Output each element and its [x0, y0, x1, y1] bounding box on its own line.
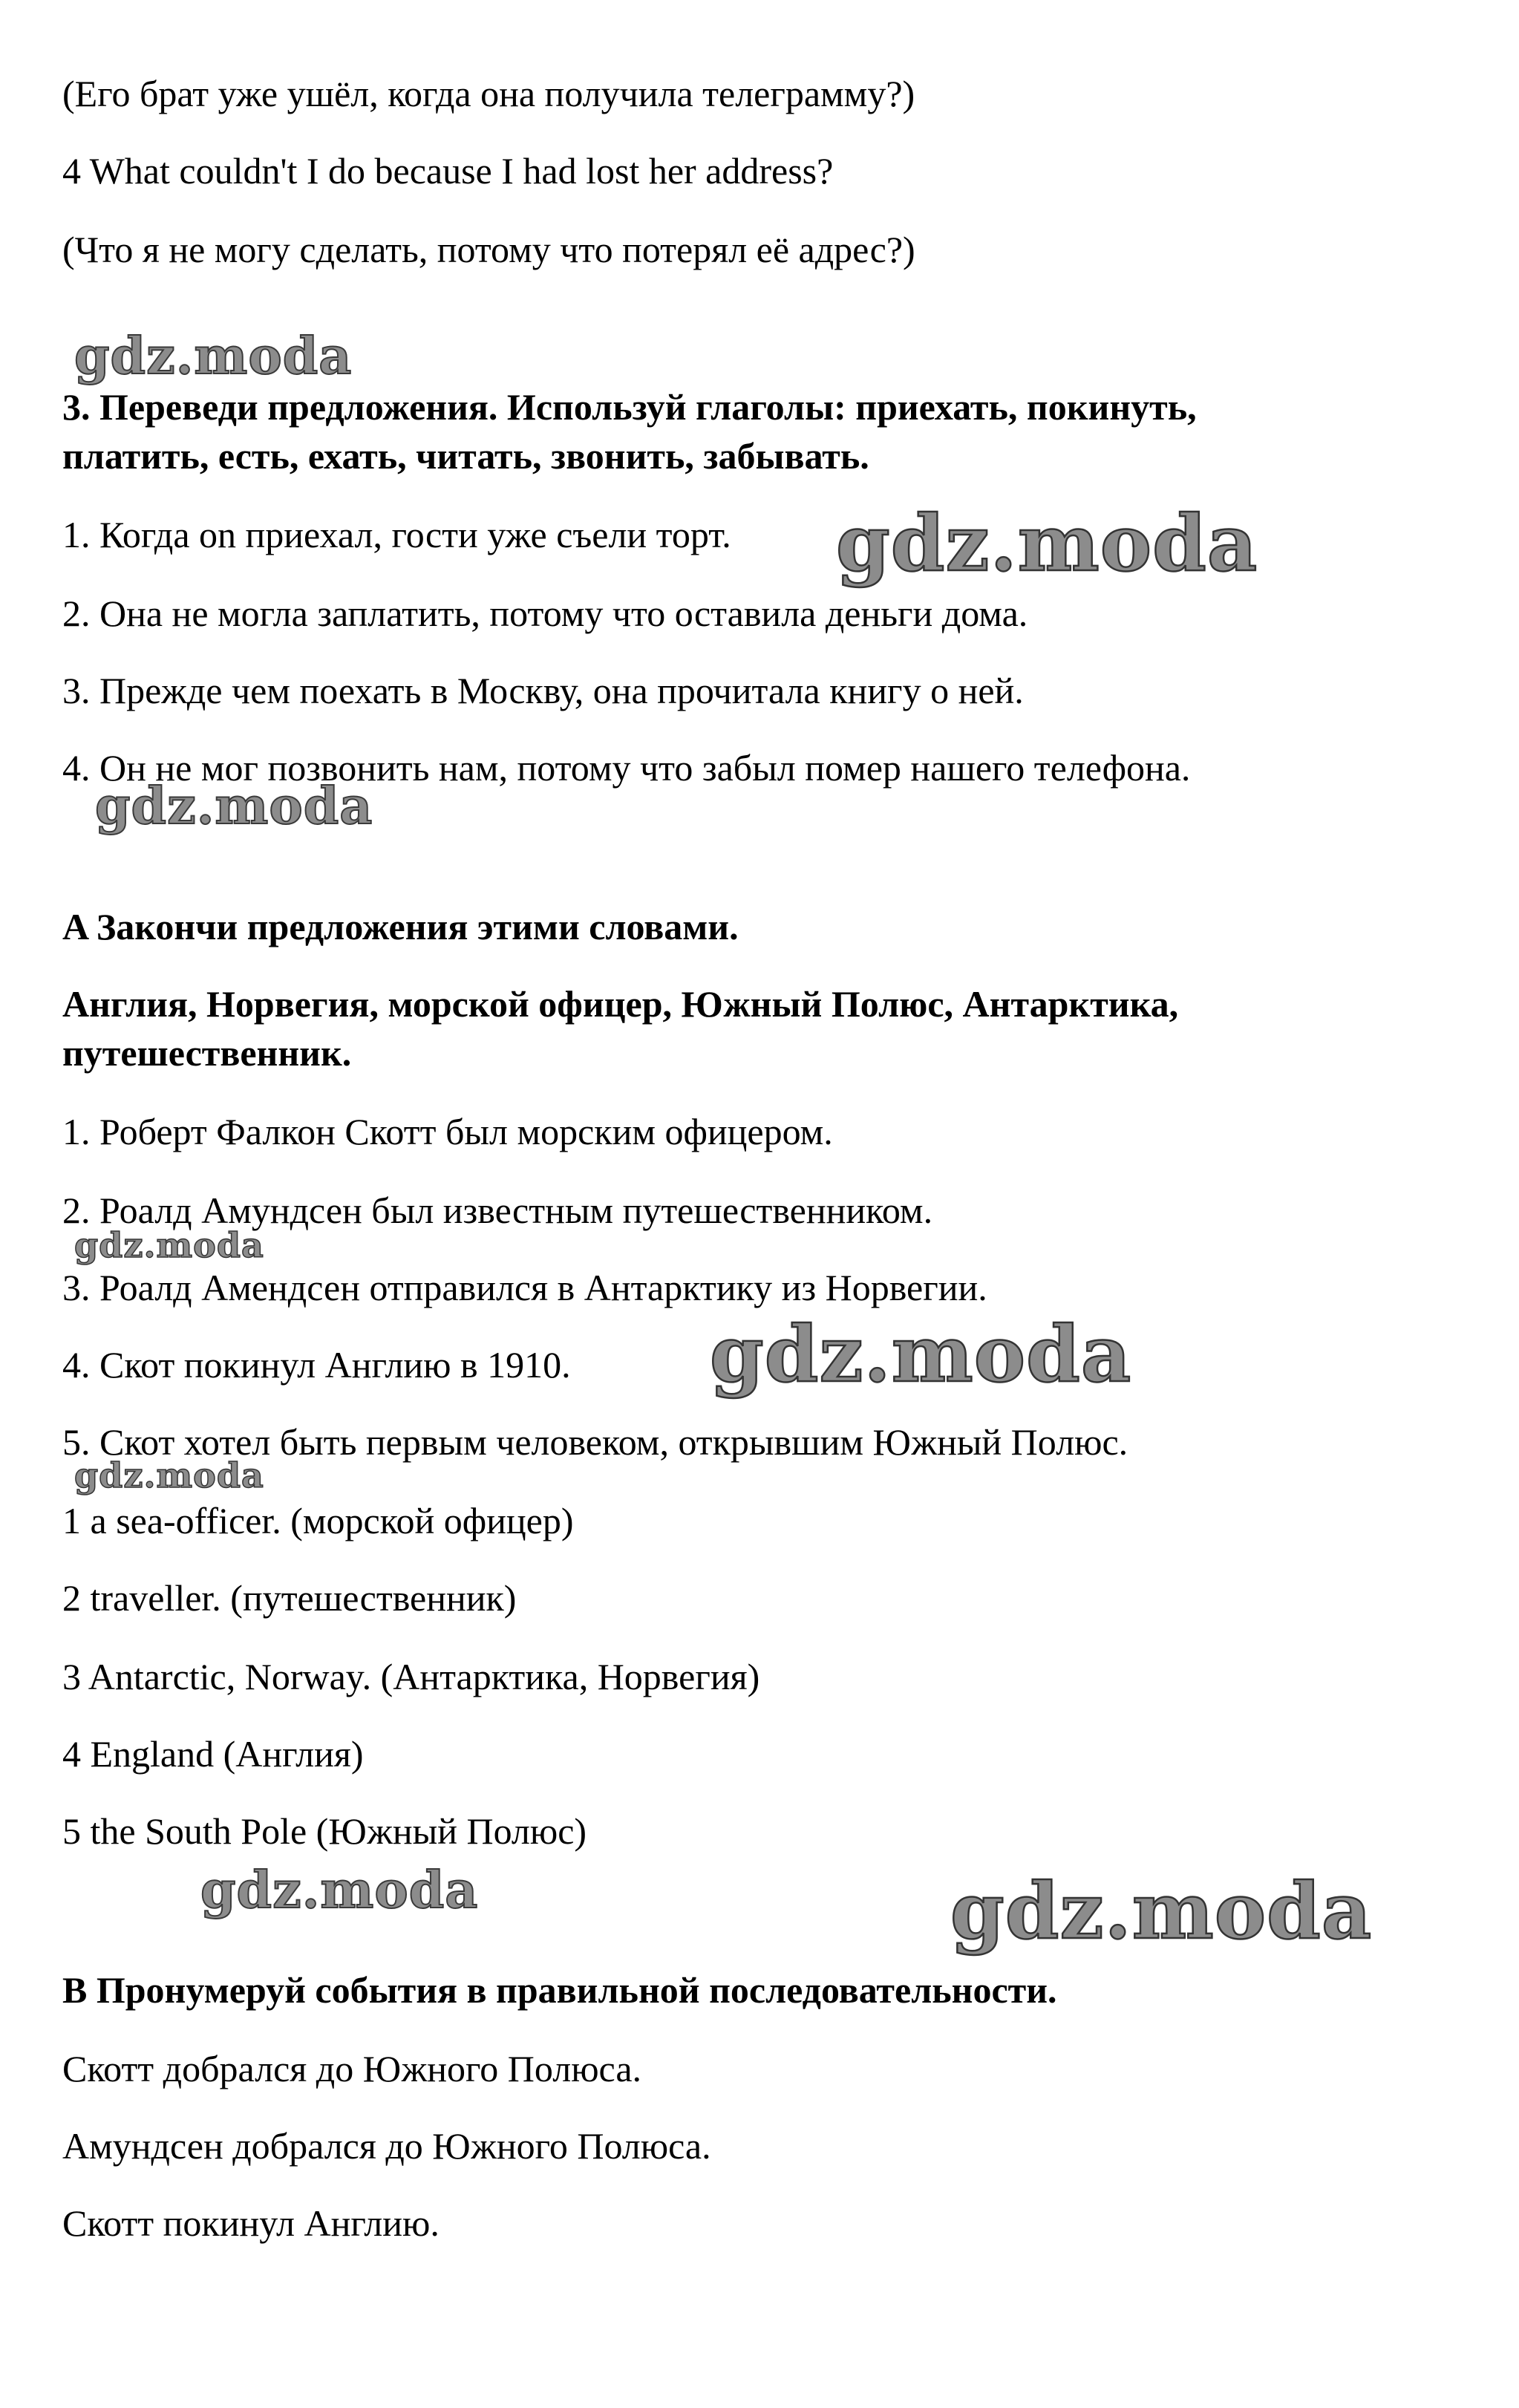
watermark: gdz.moda	[200, 1861, 479, 1920]
answer-item: 4 England (Англия)	[62, 1733, 364, 1775]
answer-item: 3 Antarctic, Norway. (Антарктика, Норвегия)	[62, 1656, 760, 1697]
text-line: (Его брат уже ушёл, когда она получила телеграмму?)	[62, 73, 915, 114]
list-item: Амундсен добрался до Южного Полюса.	[62, 2125, 711, 2167]
answer-item: 5 the South Pole (Южный Полюс)	[62, 1810, 587, 1852]
list-item: 3. Роалд Амендсен отправился в Антарктику из Норвегии.	[62, 1267, 987, 1308]
list-item: Скотт покинул Англию.	[62, 2202, 440, 2244]
list-item: 2. Роалд Амундсен был известным путешественником.	[62, 1190, 933, 1231]
text-line: (Что я не могу сделать, потому что потерял её адрес?)	[62, 229, 915, 270]
watermark: gdz.moda	[710, 1308, 1132, 1400]
list-item: 4. Скот покинул Англию в 1910.	[62, 1344, 571, 1386]
text-line: 4 What couldn't I do because I had lost her address?	[62, 150, 834, 192]
word-bank: Англия, Норвегия, морской офицер, Южный Полюс, Антарктика,	[62, 983, 1179, 1025]
section-heading: 3. Переведи предложения. Используй глаголы: приехать, покинуть,	[62, 386, 1197, 428]
list-item: Скотт добрался до Южного Полюса.	[62, 2048, 642, 2089]
section-heading: B Пронумеруй события в правильной последовательности.	[62, 1969, 1057, 2011]
section-heading: платить, есть, ехать, читать, звонить, забывать.	[62, 435, 869, 477]
list-item: 2. Она не могла заплатить, потому что оставила деньги дома.	[62, 593, 1028, 634]
list-item: 5. Скот хотел быть первым человеком, открывшим Южный Полюс.	[62, 1421, 1128, 1463]
list-item: 1. Когда on приехал, гости уже съели торт.	[62, 514, 731, 555]
watermark: gdz.moda	[74, 327, 353, 386]
list-item: 1. Роберт Фалкон Скотт был морским офицером.	[62, 1111, 833, 1152]
watermark: gdz.moda	[74, 1225, 264, 1265]
watermark: gdz.moda	[950, 1865, 1373, 1957]
section-heading: A Закончи предложения этими словами.	[62, 906, 739, 947]
answer-item: 1 a sea-officer. (морской офицер)	[62, 1500, 574, 1541]
list-item: 4. Он не мог позвонить нам, потому что забыл помер нашего телефона.	[62, 747, 1191, 789]
answer-item: 2 traveller. (путешественник)	[62, 1577, 517, 1619]
watermark: gdz.moda	[95, 777, 373, 836]
word-bank: путешественник.	[62, 1032, 352, 1074]
watermark: gdz.moda	[74, 1455, 264, 1495]
watermark: gdz.moda	[836, 497, 1258, 589]
list-item: 3. Прежде чем поехать в Москву, она прочитала книгу о ней.	[62, 670, 1024, 711]
